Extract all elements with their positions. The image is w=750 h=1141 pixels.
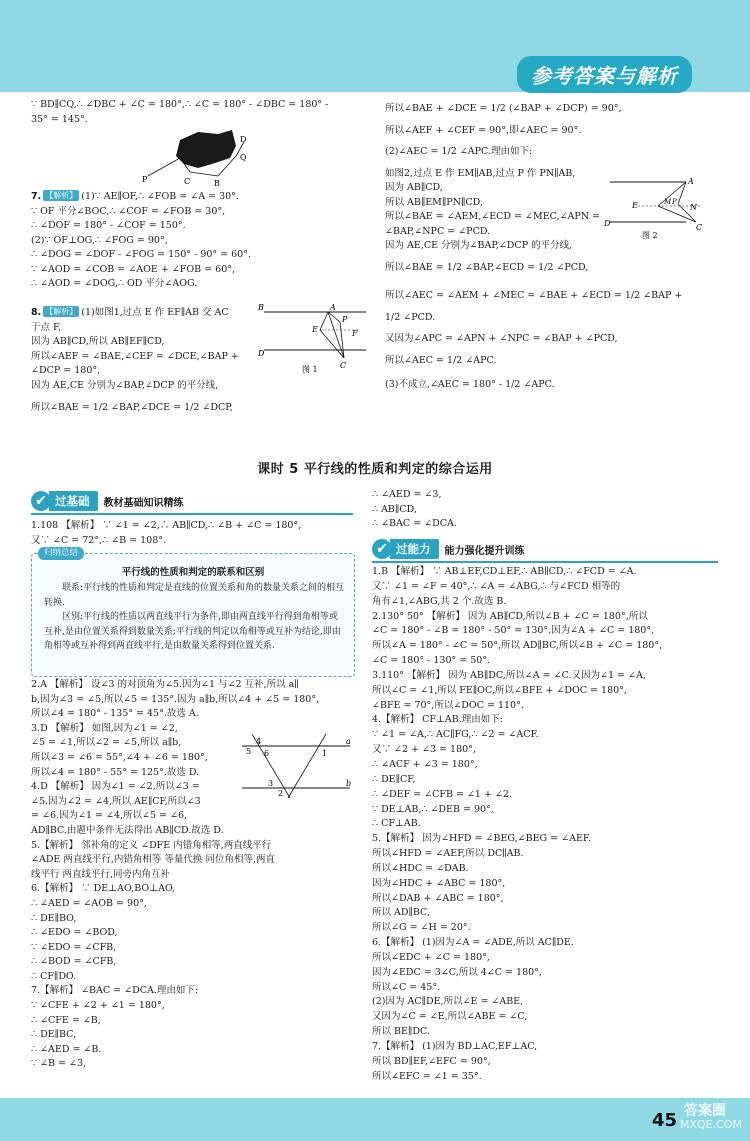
section-basics-header — [31, 490, 184, 512]
text-line: 所以∠BAE + ∠DCE = 1/2 (∠BAP + ∠DCP) = 90°, — [385, 103, 622, 114]
fig2-label-p: P — [672, 198, 677, 206]
text-line: 所以∠BAE = 1/2 ∠BAP,∠DCE = 1/2 ∠DCP, — [31, 402, 233, 413]
q8-tag: 【解析】 — [45, 307, 78, 316]
text-line: = ∠6.因为∠1 = ∠4,所以∠5 = ∠6, — [31, 810, 188, 822]
text-line: ∴ CF⊥AB. — [372, 818, 421, 830]
q8-block — [31, 306, 239, 416]
text-line: ∵ ∠B = ∠3, — [31, 1058, 87, 1070]
text-line: ∴ ∠DOG = ∠DOF - ∠FOG = 150° - 90° = 60°. — [31, 249, 251, 260]
parallel-lines-figure — [238, 730, 358, 800]
text-line: 所以∠C = 45°. — [372, 981, 441, 993]
fig2-label-e: E — [632, 201, 638, 210]
fig1-label-a: A — [330, 303, 336, 312]
text-line: 又∵ ∠2 + ∠3 = 180°, — [372, 744, 476, 756]
text-line: 所以∠BAE = ∠AEM,∠ECD = ∠MEC,∠APN = — [385, 211, 601, 222]
text-line: ∴ ∠AED = ∠B. — [31, 1043, 102, 1055]
summary-tag: 归纳总结 — [38, 547, 84, 560]
section-divider — [372, 561, 718, 563]
label-q: Q — [240, 153, 247, 162]
section-ability-sub: 能力强化提升训练 — [444, 545, 525, 557]
text-line: ∴ ∠BOD = ∠CFB, — [31, 956, 117, 968]
check-icon: ✔ — [31, 491, 51, 511]
text-line: 所以 BE∥DC. — [372, 1026, 430, 1038]
text-line: 所以∠AEC = 1/2 ∠APC. — [385, 354, 497, 366]
fig-num-1: 1 — [322, 749, 328, 758]
text-line: 35° = 145°. — [31, 113, 88, 125]
text-line: 5.【解析】 因为∠HFD = ∠BEG,∠BEG = ∠AEF. — [372, 833, 592, 845]
text-line: ∵ OF 平分∠BOC,∴ ∠COF = ∠FOB = 30°, — [31, 205, 226, 217]
text-line: ∠BFE = 70°,所以∠DOC = 110°. — [372, 699, 524, 711]
text-line: 3.110° 【解析】 因为 AB∥DC,所以∠A = ∠C.又因为∠1 = ∠A, — [372, 669, 646, 681]
fig2-caption: 图 2 — [642, 231, 658, 240]
polygon-figure — [140, 128, 270, 190]
text-line: 所以∠BAE = 1/2 ∠BAP,∠ECD = 1/2 ∠PCD, — [385, 261, 589, 273]
check-icon: ✔ — [372, 539, 392, 559]
text-line: 3.D 【解析】 如图,因为∠1 = ∠2, — [31, 722, 178, 734]
summary-p1: 联系:平行线的性质和判定是直线的位置关系和角的数量关系之间的相互转换. — [44, 583, 345, 608]
fig-line-a: a — [346, 737, 351, 746]
page-number: 45 — [652, 1110, 678, 1131]
q8-number: 8. — [31, 307, 42, 318]
text-line: (1)∵ AE∥OF,∴ ∠FOB = ∠A = 30°. — [81, 191, 239, 202]
fig2-label-c: C — [696, 223, 703, 232]
watermark-logo: 答案圈 — [684, 1103, 726, 1119]
text-line: ∠C = 180° - ∠B = 180° - 50° = 130°.因为∠A + ∠C = 180°, — [372, 625, 655, 637]
text-line: ∴ DE∥CF, — [372, 773, 416, 785]
fig1-label-d: D — [258, 349, 265, 358]
text-line: 因为∠HDC + ∠ABC = 180°, — [372, 877, 506, 889]
text-line: 6.【解析】 (1)因为∠A = ∠ADE,所以 AC∥DE. — [372, 937, 574, 949]
text-line: ∴ DE∥BC, — [31, 1029, 77, 1041]
fig1-label-b: B — [258, 303, 264, 312]
text-line: 如图2,过点 E 作 EM∥AB,过点 P 作 PN∥AB, — [385, 167, 576, 179]
fig2-label-m: M — [664, 198, 672, 206]
summary-body — [44, 581, 346, 654]
text-line: ∴ ∠AED = ∠AOB = 90°, — [31, 897, 147, 909]
text-line: 所以∠3 = ∠6 = 55°,∠4 + ∠6 = 180°, — [31, 751, 208, 763]
text-line: 4.【解析】 CF⊥AB.理由如下: — [372, 714, 503, 726]
text-line: ∴ ∠CFE = ∠B, — [31, 1014, 101, 1026]
text-line: 所以 AD∥BC, — [372, 907, 430, 919]
text-line: ∴ ∠AOD = ∠DOG,∴ OD 平分∠AOG. — [31, 278, 198, 289]
text-line: b,因为∠3 = ∠5,所以∠5 = 135°.因为 a∥b,所以∠4 + ∠5 = 180°, — [31, 693, 320, 705]
text-line: 因为 AE,CE 分别为∠BAP,∠DCP 的平分线, — [31, 379, 219, 391]
text-line: (3)不成立,∠AEC = 180° - 1/2 ∠APC. — [385, 379, 555, 390]
text-line: ∠BAP,∠NPC = ∠PCD. — [385, 225, 491, 237]
section-divider — [31, 513, 353, 515]
text-line: 所以∠DAB + ∠ABC = 180°, — [372, 892, 504, 904]
section-ability-header — [372, 538, 525, 560]
text-line: 所以∠AEC = ∠AEM + ∠MEC = ∠BAE + ∠ECD = 1/2 ∠BAP + — [385, 290, 683, 301]
text-line: 又因为∠APC = ∠APN + ∠NPC = ∠BAP + ∠PCD, — [385, 333, 618, 344]
section-ability-label: 过能力 — [390, 539, 439, 559]
text-line: 所以∠4 = 180° - 135° = 45°.故选 A. — [31, 708, 199, 720]
top-left-text — [31, 98, 328, 127]
header-title: 参考答案与解析 — [517, 56, 692, 93]
label-d: D — [240, 135, 247, 144]
lesson-title: 课时 5 平行线的性质和判定的综合运用 — [257, 462, 493, 477]
text-line: 因为 AE,CE 分别为∠BAP,∠DCP 的平分线, — [385, 240, 573, 251]
text-line: 所以∠AEF = ∠BAE,∠CEF = ∠DCE,∠BAP + — [31, 350, 239, 362]
right-continued-text — [372, 488, 457, 532]
text-line: ∠ADE 两直线平行,内错角相等 等量代换 同位角相等,两直 — [31, 854, 275, 866]
text-line: 所以∠HDC = ∠DAB. — [372, 862, 469, 874]
text-line: (2)因为 AC∥DE,所以∠E = ∠ABE, — [372, 996, 524, 1008]
text-line: ∴ ∠ACF + ∠3 = 180°, — [372, 758, 478, 770]
text-line: 1.108 【解析】 ∵ ∠1 = ∠2,∴ AB∥CD,∴ ∠B + ∠C = 180°, — [31, 520, 302, 531]
fig-line-b: b — [346, 779, 352, 788]
text-line: 6.【解析】 ∵ DE⊥AO,BO⊥AO, — [31, 883, 176, 895]
text-line: ∠C = 180° - 130° = 50°. — [372, 655, 491, 667]
text-line: 因为 AB∥CD, — [385, 182, 443, 193]
figure-1 — [258, 302, 370, 380]
text-line: 又因为∠C = ∠E,所以∠ABE = ∠C, — [372, 1011, 528, 1023]
text-line: ∵ BD∥CQ,∴ ∠DBC + ∠C = 180°,∴ ∠C = 180° - ∠DBC = 180° - — [31, 99, 329, 110]
text-line: ∠5.因为∠2 = ∠4,所以 AE∥CF,所以∠3 — [31, 795, 201, 807]
top-right-text — [385, 102, 682, 393]
fig-num-5: 5 — [246, 747, 252, 756]
text-line: 所以∠G = ∠H = 20°. — [372, 922, 471, 934]
q7-number: 7. — [31, 191, 42, 202]
text-line: 角有∠1,∠ABG,共 2 个.故选 B. — [372, 595, 507, 607]
text-line: ∴ ∠BAC = ∠DCA. — [372, 518, 457, 529]
label-c: C — [184, 177, 191, 186]
text-line: ∴ ∠DEF = ∠CFB = ∠1 + ∠2. — [372, 788, 512, 800]
watermark-url: MXQE.COM — [680, 1118, 742, 1131]
text-line: ∠DCP = 180°, — [31, 365, 101, 376]
text-line: (2)∵ OF⊥OG,∴ ∠FOG = 90°, — [31, 234, 168, 246]
q7-tag: 【解析】 — [45, 191, 78, 200]
q1-block — [31, 519, 301, 548]
q7-block — [31, 190, 251, 292]
text-line: 所以∠C = ∠1,所以 FE∥OC,所以∠BFE + ∠DOC = 180°, — [372, 684, 627, 696]
footer-band — [0, 1098, 750, 1141]
text-line: ∵ ∠EDO = ∠CFB, — [31, 941, 117, 953]
text-line: ∴ ∠DOF = 180° - ∠COF = 150°. — [31, 220, 186, 231]
text-line: 所以 AB∥EM∥PN∥CD, — [385, 196, 483, 208]
text-line: 2.130° 50° 【解析】 因为 AB∥CD,所以∠B + ∠C = 180°,所以 — [372, 610, 648, 622]
text-line: (1)如图1,过点 E 作 EF∥AB 交 AC — [81, 307, 229, 318]
text-line: ∵ ∠AOD = ∠COB = ∠AOE + ∠FOB = 60°, — [31, 263, 236, 275]
text-line: ∴ ∠AED = ∠3, — [372, 489, 442, 500]
text-line: ∠5 = ∠1,所以∠2 = ∠5,所以 a∥b, — [31, 737, 182, 749]
fig1-caption: 图 1 — [302, 365, 318, 374]
text-line: 2.A 【解析】 设∠3 的对顶角为∠5.因为∠1 与∠2 互补,所以 a∥ — [31, 679, 299, 690]
fig2-label-d: D — [604, 219, 611, 228]
fig-num-3: 3 — [268, 779, 274, 788]
label-p: P — [142, 175, 148, 184]
section-basics-sub: 教材基础知识精练 — [103, 497, 184, 509]
text-line: 7.【解析】 ∠BAC = ∠DCA.理由如下: — [31, 985, 199, 997]
fig2-label-n: N — [690, 203, 697, 212]
text-line: ∴ DE∥BO, — [31, 912, 77, 924]
fig2-label-a: A — [688, 177, 694, 186]
text-line: 所以∠EDC + ∠C = 180°, — [372, 951, 490, 963]
text-line: 又∵ ∠C = 72°,∴ ∠B = 108°. — [31, 534, 167, 546]
fig1-label-f: F — [352, 329, 358, 338]
text-line: 因为 AB∥CD,所以 AB∥EF∥CD, — [31, 336, 165, 347]
summary-p2: 区别:平行线的性质以两直线平行为条件,即由两直线平行得到角相等或互补,是由位置关系得到数量关系;平行线的判定以角相等或互补为结论,即由角相等或互补得到两直线平行,是由数量关系得到位置关系. — [44, 612, 341, 651]
label-b: B — [214, 179, 220, 188]
text-line: 因为∠EDC = 3∠C,所以 4∠C = 180°, — [372, 966, 542, 978]
text-line: 所以∠4 = 180° - 55° = 125°.故选 D. — [31, 766, 200, 778]
text-line: (2)∠AEC = 1/2 ∠APC.理由如下: — [385, 146, 533, 157]
fig1-label-e: E — [312, 325, 318, 334]
text-line: 所以∠EFC = ∠1 = 35°. — [372, 1070, 482, 1082]
text-line: ∵ ∠1 = ∠A,∴ AC∥FG,∴ ∠2 = ∠ACF. — [372, 729, 539, 741]
text-line: 所以∠AEF + ∠CEF = 90°,即∠AEC = 90°. — [385, 124, 582, 136]
text-line: 所以∠HFD = ∠AEF,所以 DC∥AB. — [372, 848, 524, 860]
right-lower-text — [372, 565, 662, 1085]
text-line: ∴ AB∥CD, — [372, 503, 417, 515]
section-basics-label: 过基础 — [49, 491, 98, 511]
fig-num-4: 4 — [256, 737, 262, 746]
text-line: 于点 F, — [31, 321, 62, 333]
fig-num-2: 2 — [278, 789, 284, 798]
text-line: ∴ ∠EDO = ∠BOD, — [31, 927, 118, 939]
text-line: 1/2 ∠PCD. — [385, 311, 436, 323]
text-line: 又∵ ∠1 = ∠F = 40°,∴ ∠A = ∠ABG,∴ 与∠FCD 相等的 — [372, 580, 621, 592]
text-line: AD∥BC.由题中条件无法得出 AB∥CD.故选 D. — [31, 824, 224, 836]
text-line: 5.【解析】 邻补角的定义 ∠DFE 内错角相等,两直线平行 — [31, 839, 272, 851]
text-line: ∵ DE⊥AB,∴ ∠DEB = 90°, — [372, 803, 494, 815]
text-line: 1.B 【解析】 ∵ AB⊥EF,CD⊥EF,∴ AB∥CD,∴ ∠FCD = ∠A. — [372, 566, 637, 577]
fig1-label-p: P — [342, 315, 348, 324]
text-line: 4.D 【解析】 因为∠1 = ∠2,所以∠3 = — [31, 781, 200, 793]
text-line: 7.【解析】 (1)因为 BD⊥AC,EF⊥AC, — [372, 1041, 538, 1052]
fig1-label-c: C — [340, 361, 347, 370]
text-line: ∵ ∠CFE + ∠2 + ∠1 = 180°, — [31, 1000, 165, 1012]
text-line: 线平行 两直线平行,同旁内角互补 — [31, 868, 171, 880]
figure-2 — [602, 172, 706, 244]
text-line: ∴ CF∥DO. — [31, 970, 77, 982]
summary-box — [31, 548, 355, 677]
text-line: 所以∠A = 180° - ∠C = 50°,所以 AD∥BC,所以∠B + ∠C = 180°, — [372, 640, 663, 652]
fig-num-6: 6 — [264, 749, 270, 758]
text-line: 所以 BD∥EF,∠EFC = 90°, — [372, 1055, 491, 1067]
summary-title: 平行线的性质和判定的联系和区别 — [121, 567, 265, 578]
